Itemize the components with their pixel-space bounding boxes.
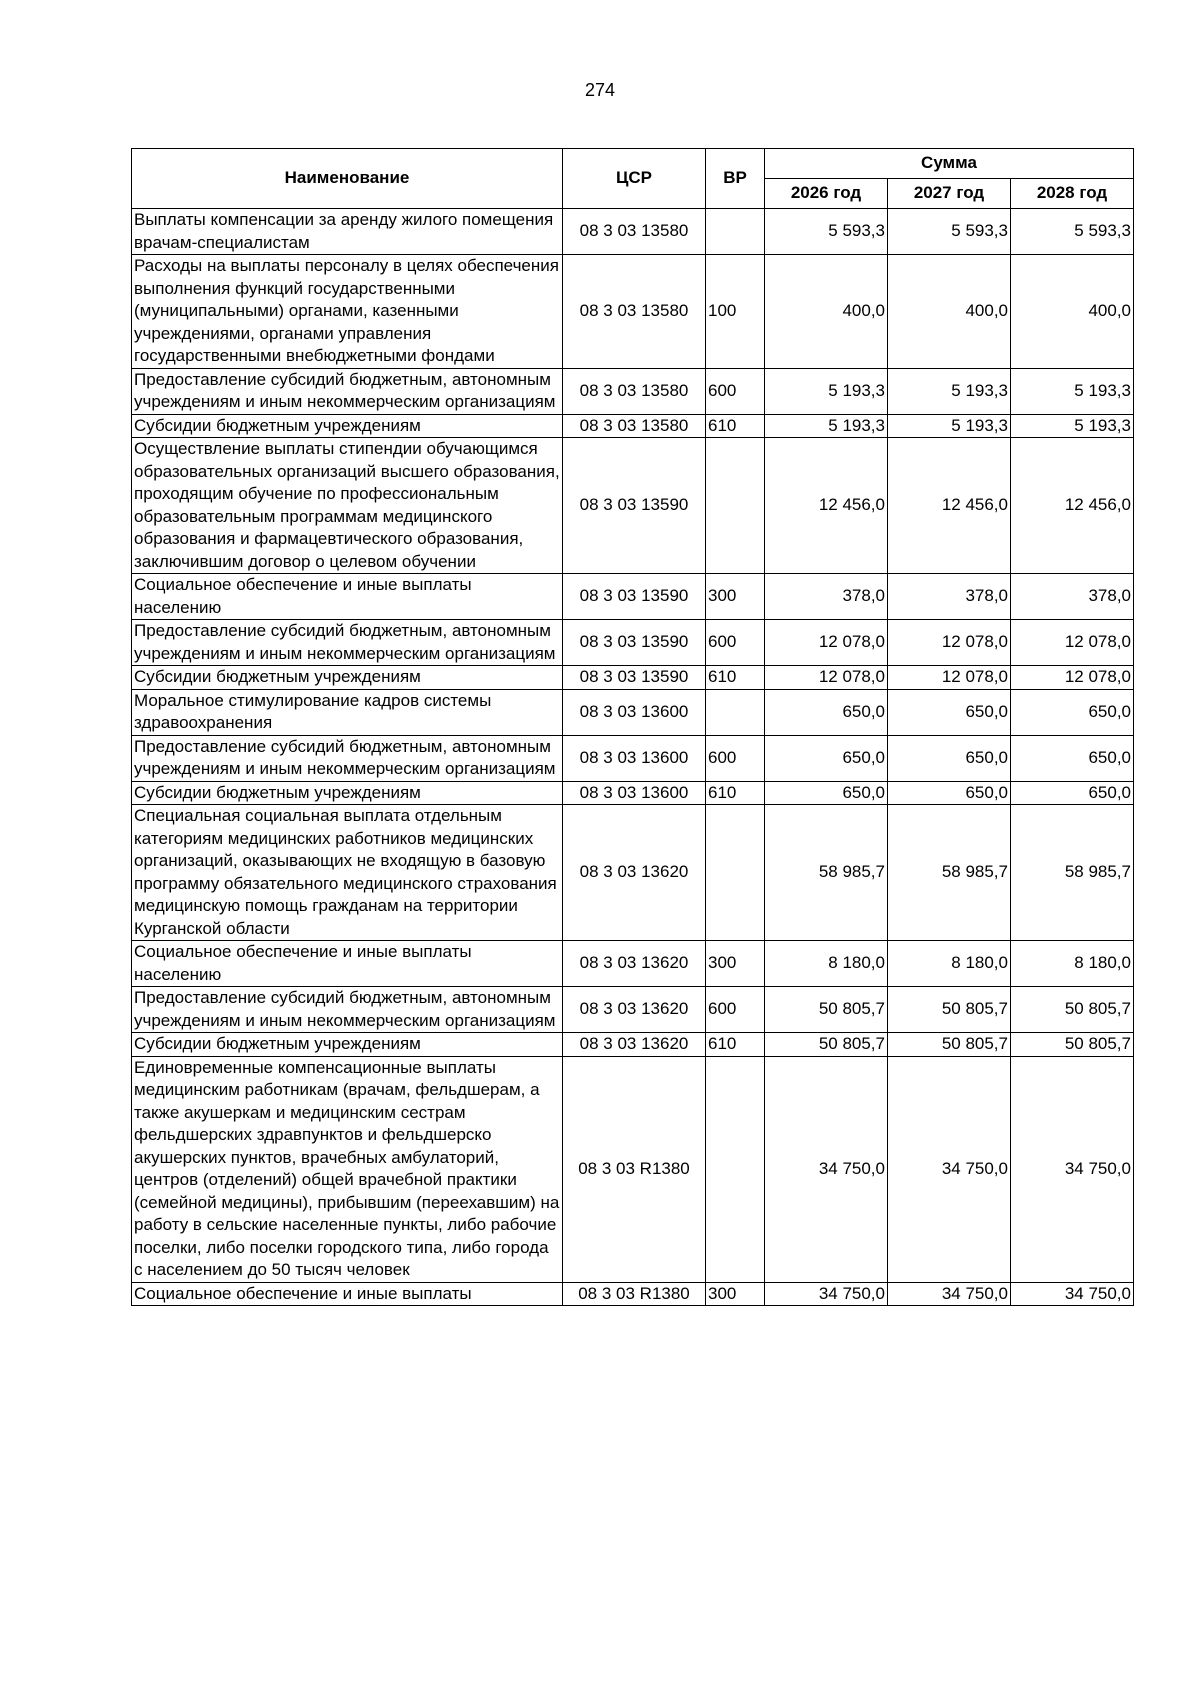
row-name: Социальное обеспечение и иные выплаты населению <box>132 941 563 987</box>
row-amount-2027: 12 456,0 <box>888 438 1011 574</box>
table-row <box>132 805 1134 941</box>
row-vr: 600 <box>706 735 765 781</box>
header-vr: ВР <box>706 149 765 209</box>
row-amount-2026: 400,0 <box>765 255 888 369</box>
table-row <box>132 255 1134 369</box>
row-name: Моральное стимулирование кадров системы здравоохранения <box>132 689 563 735</box>
row-csr: 08 3 03 13620 <box>563 1033 706 1057</box>
row-csr: 08 3 03 13580 <box>563 209 706 255</box>
row-vr: 300 <box>706 941 765 987</box>
row-amount-2027: 34 750,0 <box>888 1282 1011 1306</box>
row-amount-2027: 650,0 <box>888 689 1011 735</box>
row-amount-2026: 5 193,3 <box>765 414 888 438</box>
table-row <box>132 1282 1134 1306</box>
row-vr: 610 <box>706 781 765 805</box>
row-amount-2027: 5 193,3 <box>888 414 1011 438</box>
row-amount-2026: 12 078,0 <box>765 666 888 690</box>
row-amount-2026: 12 456,0 <box>765 438 888 574</box>
budget-table <box>131 148 1134 1306</box>
row-amount-2028: 34 750,0 <box>1011 1282 1134 1306</box>
table-body <box>132 209 1134 1306</box>
row-amount-2028: 650,0 <box>1011 781 1134 805</box>
row-vr: 300 <box>706 574 765 620</box>
row-vr <box>706 805 765 941</box>
row-vr <box>706 689 765 735</box>
row-name: Субсидии бюджетным учреждениям <box>132 1033 563 1057</box>
row-amount-2026: 5 193,3 <box>765 368 888 414</box>
row-amount-2026: 12 078,0 <box>765 620 888 666</box>
row-name: Субсидии бюджетным учреждениям <box>132 666 563 690</box>
row-vr <box>706 1056 765 1282</box>
row-vr: 610 <box>706 1033 765 1057</box>
row-amount-2027: 34 750,0 <box>888 1056 1011 1282</box>
row-amount-2026: 650,0 <box>765 689 888 735</box>
row-amount-2027: 650,0 <box>888 781 1011 805</box>
row-amount-2027: 400,0 <box>888 255 1011 369</box>
row-amount-2028: 5 593,3 <box>1011 209 1134 255</box>
row-csr: 08 3 03 13580 <box>563 414 706 438</box>
row-amount-2028: 5 193,3 <box>1011 414 1134 438</box>
row-amount-2027: 5 193,3 <box>888 368 1011 414</box>
row-csr: 08 3 03 13600 <box>563 689 706 735</box>
row-name: Субсидии бюджетным учреждениям <box>132 781 563 805</box>
table-row <box>132 574 1134 620</box>
row-csr: 08 3 03 13580 <box>563 255 706 369</box>
row-csr: 08 3 03 13600 <box>563 735 706 781</box>
row-csr: 08 3 03 13620 <box>563 941 706 987</box>
row-amount-2027: 12 078,0 <box>888 666 1011 690</box>
row-amount-2027: 58 985,7 <box>888 805 1011 941</box>
row-amount-2027: 650,0 <box>888 735 1011 781</box>
table-row <box>132 209 1134 255</box>
row-amount-2027: 12 078,0 <box>888 620 1011 666</box>
row-vr: 100 <box>706 255 765 369</box>
row-csr: 08 3 03 13620 <box>563 805 706 941</box>
table-row <box>132 1033 1134 1057</box>
header-sum: Сумма <box>765 149 1134 179</box>
table-row <box>132 620 1134 666</box>
row-amount-2027: 378,0 <box>888 574 1011 620</box>
row-vr: 600 <box>706 987 765 1033</box>
table-row <box>132 689 1134 735</box>
row-amount-2028: 650,0 <box>1011 735 1134 781</box>
row-name: Предоставление субсидий бюджетным, автономным учреждениям и иным некоммерческим организациям <box>132 368 563 414</box>
row-amount-2027: 5 593,3 <box>888 209 1011 255</box>
row-amount-2028: 400,0 <box>1011 255 1134 369</box>
table-header <box>132 149 1134 209</box>
row-csr: 08 3 03 13580 <box>563 368 706 414</box>
table-row <box>132 1056 1134 1282</box>
page-number: 274 <box>584 80 616 100</box>
row-amount-2027: 50 805,7 <box>888 1033 1011 1057</box>
row-name: Предоставление субсидий бюджетным, автономным учреждениям и иным некоммерческим организациям <box>132 735 563 781</box>
row-name: Предоставление субсидий бюджетным, автономным учреждениям и иным некоммерческим организациям <box>132 987 563 1033</box>
row-csr: 08 3 03 13590 <box>563 620 706 666</box>
row-csr: 08 3 03 13590 <box>563 574 706 620</box>
row-amount-2027: 8 180,0 <box>888 941 1011 987</box>
table-row <box>132 368 1134 414</box>
row-amount-2026: 34 750,0 <box>765 1282 888 1306</box>
row-name: Субсидии бюджетным учреждениям <box>132 414 563 438</box>
row-amount-2027: 50 805,7 <box>888 987 1011 1033</box>
table-row <box>132 781 1134 805</box>
header-name: Наименование <box>132 149 563 209</box>
row-amount-2026: 50 805,7 <box>765 1033 888 1057</box>
row-amount-2028: 8 180,0 <box>1011 941 1134 987</box>
row-name: Предоставление субсидий бюджетным, автономным учреждениям и иным некоммерческим организациям <box>132 620 563 666</box>
table-row <box>132 414 1134 438</box>
row-amount-2026: 5 593,3 <box>765 209 888 255</box>
row-csr: 08 3 03 13590 <box>563 666 706 690</box>
row-amount-2026: 8 180,0 <box>765 941 888 987</box>
row-amount-2028: 34 750,0 <box>1011 1056 1134 1282</box>
row-amount-2026: 58 985,7 <box>765 805 888 941</box>
row-amount-2028: 50 805,7 <box>1011 987 1134 1033</box>
row-vr: 600 <box>706 368 765 414</box>
header-year-2027: 2027 год <box>888 179 1011 209</box>
row-name: Социальное обеспечение и иные выплаты населению <box>132 574 563 620</box>
row-csr: 08 3 03 13600 <box>563 781 706 805</box>
row-csr: 08 3 03 R1380 <box>563 1056 706 1282</box>
row-amount-2028: 5 193,3 <box>1011 368 1134 414</box>
table-row <box>132 941 1134 987</box>
header-year-2028: 2028 год <box>1011 179 1134 209</box>
row-name: Осуществление выплаты стипендии обучающимся образовательных организаций высшего образования, проходящим обучение по профессиональным образовательным программам медицинского образования и фармацевтического образования, заключившим договор о целевом обучении <box>132 438 563 574</box>
row-amount-2028: 12 456,0 <box>1011 438 1134 574</box>
row-vr: 300 <box>706 1282 765 1306</box>
row-amount-2026: 378,0 <box>765 574 888 620</box>
row-csr: 08 3 03 R1380 <box>563 1282 706 1306</box>
row-vr: 610 <box>706 414 765 438</box>
header-csr: ЦСР <box>563 149 706 209</box>
table-row <box>132 666 1134 690</box>
row-amount-2026: 50 805,7 <box>765 987 888 1033</box>
header-year-2026: 2026 год <box>765 179 888 209</box>
row-amount-2028: 650,0 <box>1011 689 1134 735</box>
table-row <box>132 735 1134 781</box>
table-row <box>132 987 1134 1033</box>
row-name: Социальное обеспечение и иные выплаты <box>132 1282 563 1306</box>
row-name: Специальная социальная выплата отдельным категориям медицинских работников медицинских организаций, оказывающих не входящую в базовую программу обязательного медицинского страхования медицинскую помощь гражданам на территории Курганской области <box>132 805 563 941</box>
row-amount-2028: 12 078,0 <box>1011 666 1134 690</box>
row-vr: 610 <box>706 666 765 690</box>
row-amount-2028: 58 985,7 <box>1011 805 1134 941</box>
row-amount-2028: 50 805,7 <box>1011 1033 1134 1057</box>
row-name: Выплаты компенсации за аренду жилого помещения врачам-специалистам <box>132 209 563 255</box>
row-csr: 08 3 03 13620 <box>563 987 706 1033</box>
row-vr <box>706 209 765 255</box>
table-row <box>132 438 1134 574</box>
row-vr: 600 <box>706 620 765 666</box>
row-amount-2026: 650,0 <box>765 781 888 805</box>
row-amount-2026: 34 750,0 <box>765 1056 888 1282</box>
row-vr <box>706 438 765 574</box>
row-amount-2028: 378,0 <box>1011 574 1134 620</box>
row-amount-2026: 650,0 <box>765 735 888 781</box>
row-csr: 08 3 03 13590 <box>563 438 706 574</box>
row-name: Расходы на выплаты персоналу в целях обеспечения выполнения функций государственными (муниципальными) органами, казенными учреждениями, органами управления государственными внебюджетными фондами <box>132 255 563 369</box>
row-amount-2028: 12 078,0 <box>1011 620 1134 666</box>
row-name: Единовременные компенсационные выплаты медицинским работникам (врачам, фельдшерам, а также акушеркам и медицинским сестрам фельдшерских здравпунктов и фельдшерско акушерских пунктов, врачебных амбулаторий, центров (отделений) общей врачебной практики (семейной медицины), прибывшим (переехавшим) на работу в сельские населенные пункты, либо рабочие поселки, либо поселки городского типа, либо города с населением до 50 тысяч человек <box>132 1056 563 1282</box>
